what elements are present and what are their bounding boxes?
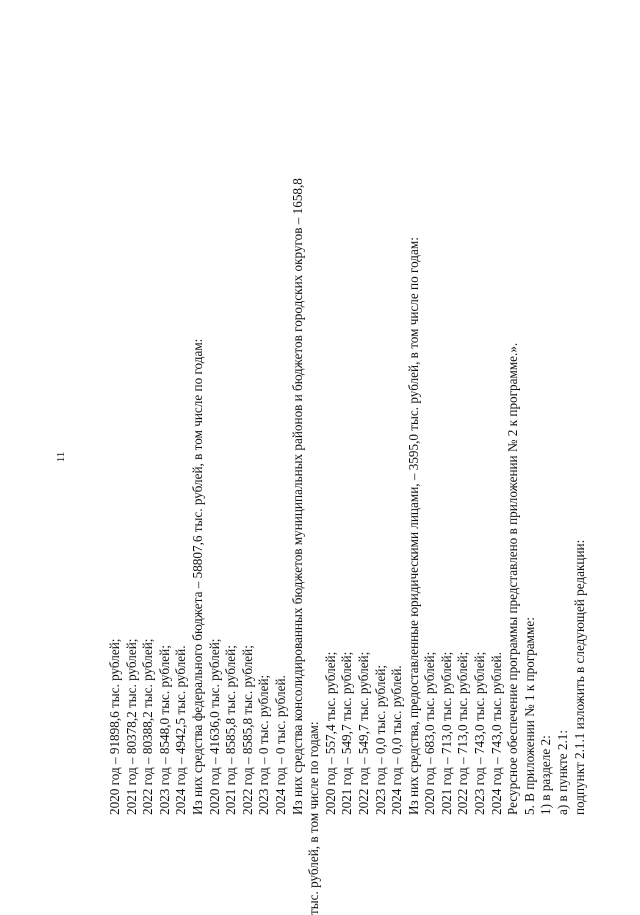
- text-line: 2024 год – 0,0 тыс. рублей.: [389, 665, 405, 815]
- text-line: 2020 год – 557,4 тыс. рублей;: [322, 651, 338, 815]
- text-line: 2022 год – 80388,2 тыс. рублей;: [140, 638, 156, 815]
- text-line: подпункт 2.1.1 изложить в следующей редакции:: [571, 539, 587, 815]
- text-line: 2023 год – 8548,0 тыс. рублей;: [156, 645, 172, 815]
- text-line: 2024 год – 4942,5 тыс. рублей.: [173, 645, 189, 815]
- text-line: 2020 год – 41636,0 тыс. рублей;: [206, 638, 222, 815]
- text-line: 2022 год – 713,0 тыс. рублей;: [455, 651, 471, 815]
- text-line: Из них средства федерального бюджета – 58807,6 тыс. рублей, в том числе по годам:: [189, 338, 205, 815]
- text-line: Из них средства консолидированных бюджетов муниципальных районов и бюджетов городских округов – 1658,8: [289, 178, 305, 815]
- text-line: 2024 год – 743,0 тыс. рублей.: [488, 652, 504, 815]
- page-number: 11: [55, 451, 67, 463]
- text-line: Из них средства, предоставленные юридическими лицами, – 3595,0 тыс. рублей, в том числе по годам:: [405, 237, 421, 815]
- text-line: 2020 год – 683,0 тыс. рублей;: [422, 651, 438, 815]
- text-line: 2021 год – 713,0 тыс. рублей;: [438, 651, 454, 815]
- text-line-continuation: тыс. рублей, в том числе по годам:: [306, 721, 322, 915]
- text-line: 2023 год – 0 тыс. рублей;: [256, 674, 272, 815]
- text-line: 1) в разделе 2:: [538, 735, 554, 815]
- text-line: 2022 год – 8585,8 тыс. рублей;: [239, 645, 255, 815]
- text-line: а) в пункте 2.1:: [555, 729, 571, 815]
- text-line: 2020 год – 91898,6 тыс. рублей;: [107, 638, 122, 815]
- text-line: 2021 год – 80378,2 тыс. рублей;: [123, 638, 139, 815]
- text-line: 2024 год – 0 тыс. рублей.: [272, 675, 288, 815]
- text-line: 2023 год – 0,0 тыс. рублей;: [372, 664, 388, 815]
- text-line: 2023 год – 743,0 тыс. рублей;: [472, 651, 488, 815]
- text-line: 2021 год – 8585,8 тыс. рублей;: [223, 645, 239, 815]
- text-line: 2022 год – 549,7 тыс. рублей;: [355, 651, 371, 815]
- document-body: [107, 10, 592, 915]
- text-line: 2021 год – 549,7 тыс. рублей;: [339, 651, 355, 815]
- text-line: 5. В приложении № 1 к программе:: [521, 617, 537, 815]
- text-line: Ресурсное обеспечение программы представлено в приложении № 2 к программе.».: [505, 342, 521, 815]
